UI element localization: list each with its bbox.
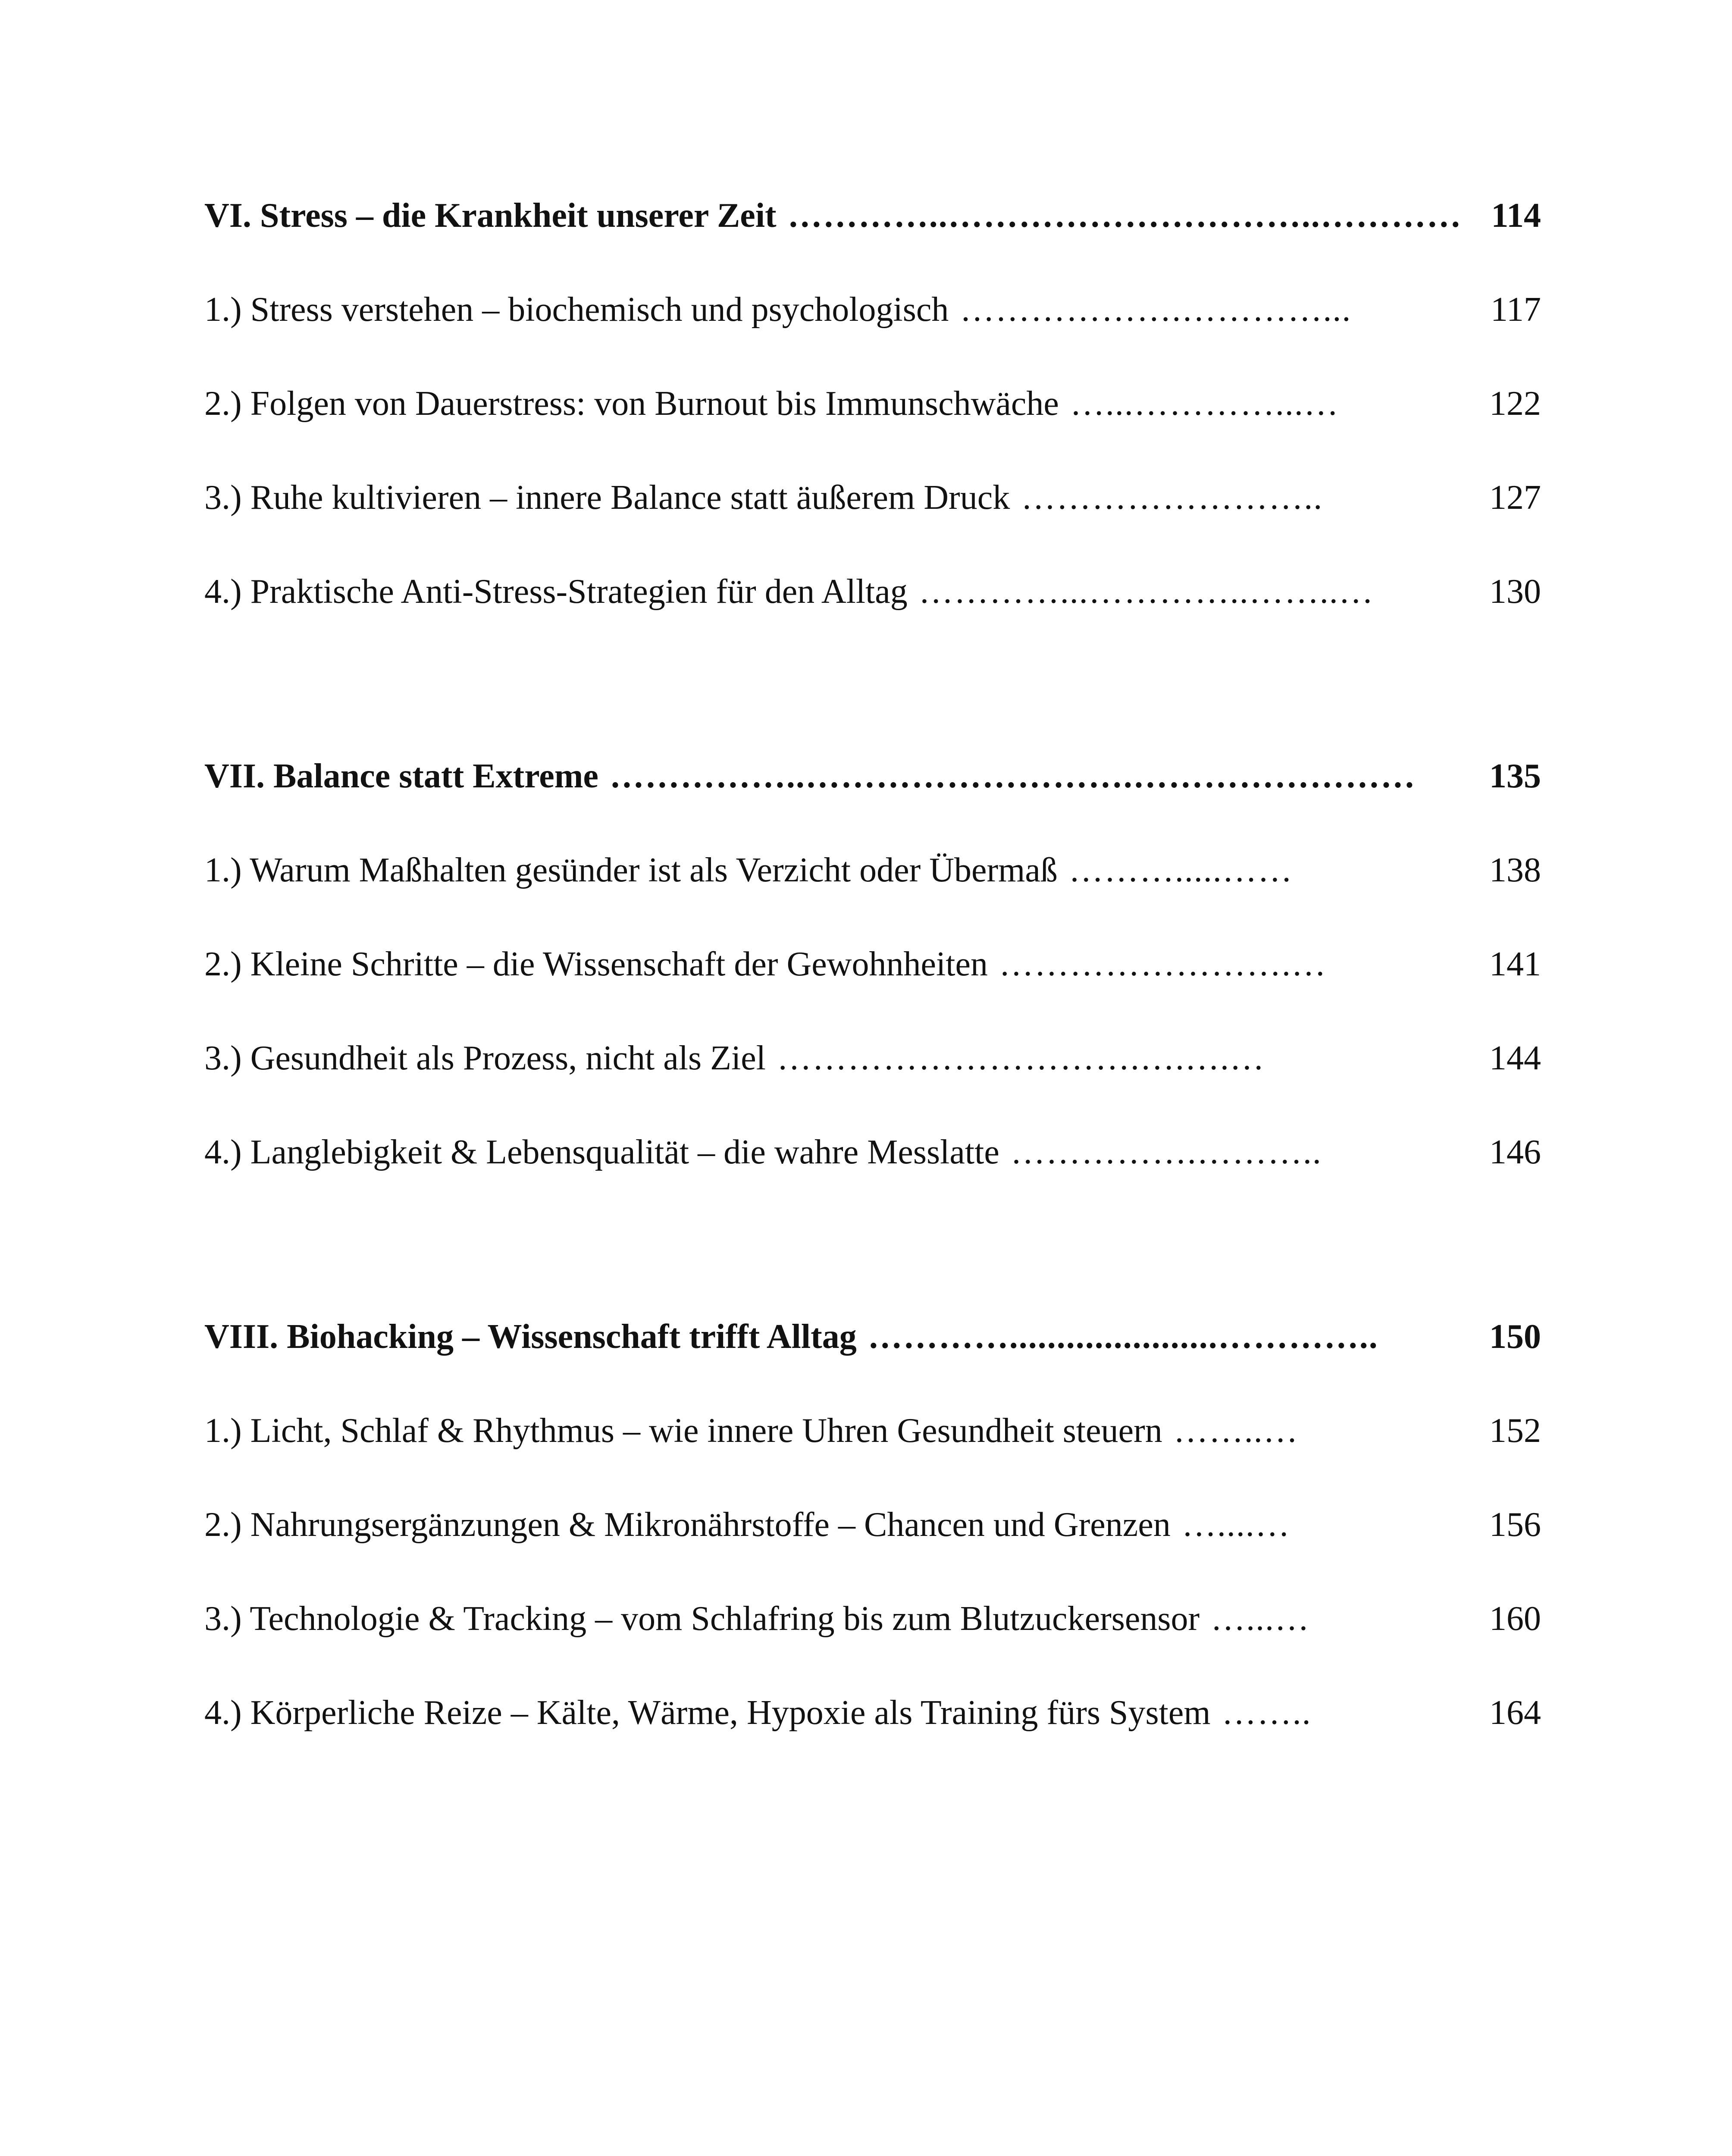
toc-page-number: 114	[1491, 197, 1541, 235]
toc-subentry	[204, 386, 1541, 480]
toc-entry-title: 1.) Stress verstehen – biochemisch und psychologisch	[204, 291, 949, 329]
toc-dot-leader: ……….....……	[1068, 853, 1293, 887]
toc-entry-title: 3.) Technologie & Tracking – vom Schlafring bis zum Blutzuckersensor	[204, 1600, 1200, 1638]
toc-entry-title: 3.) Gesundheit als Prozess, nicht als Ziel	[204, 1039, 766, 1077]
toc-page-number: 127	[1489, 479, 1541, 517]
toc-subentry	[204, 1041, 1541, 1135]
toc-subentry	[204, 1601, 1541, 1695]
toc-page-number: 122	[1489, 385, 1541, 423]
toc-dot-leader: ……..	[1221, 1695, 1312, 1730]
toc-chapter-heading	[204, 1319, 1541, 1413]
toc-entry-title: 2.) Nahrungsergänzungen & Mikronährstoffe – Chancen und Grenzen	[204, 1506, 1171, 1544]
toc-page-number: 156	[1489, 1506, 1541, 1544]
toc-page-number: 130	[1489, 573, 1541, 611]
toc-dot-leader: …………..…………………………..…………	[787, 198, 1462, 233]
toc-subentry	[204, 1695, 1541, 1789]
toc-chapter-heading	[204, 198, 1541, 292]
toc-page-number: 160	[1489, 1600, 1541, 1638]
toc-dot-leader: …....…	[1181, 1507, 1290, 1542]
toc-chapter-heading	[204, 759, 1541, 853]
toc-subentry	[204, 1135, 1541, 1229]
toc-dot-leader: …………......................…………..	[868, 1319, 1378, 1354]
toc-section-vi	[204, 198, 1541, 668]
toc-entry-title: 2.) Folgen von Dauerstress: von Burnout bis Immunschwäche	[204, 385, 1059, 423]
table-of-contents	[204, 198, 1541, 1789]
toc-page-number: 144	[1489, 1039, 1541, 1077]
toc-subentry	[204, 480, 1541, 574]
toc-entry-title: 1.) Warum Maßhalten gesünder ist als Verzicht oder Übermaß	[204, 851, 1058, 889]
toc-page-number: 152	[1489, 1412, 1541, 1450]
toc-page-number: 164	[1489, 1694, 1541, 1732]
toc-dot-leader: …...…………...…	[1070, 386, 1339, 421]
toc-dot-leader: …………….………..	[1010, 1135, 1322, 1169]
toc-entry-title: 1.) Licht, Schlaf & Rhythmus – wie innere Uhren Gesundheit steuern	[204, 1412, 1162, 1450]
toc-dot-leader: …...…	[1211, 1601, 1310, 1636]
toc-subentry	[204, 853, 1541, 947]
toc-section-vii	[204, 759, 1541, 1229]
toc-section-viii	[204, 1319, 1541, 1789]
toc-entry-title: 4.) Körperliche Reize – Kälte, Wärme, Hypoxie als Training fürs System	[204, 1694, 1211, 1732]
toc-dot-leader: ……………………..	[1021, 480, 1323, 515]
toc-entry-title: 2.) Kleine Schritte – die Wissenschaft der Gewohnheiten	[204, 945, 988, 983]
toc-page-number: 135	[1489, 757, 1541, 795]
toc-page-number: 150	[1489, 1318, 1541, 1356]
toc-entry-title: VIII. Biohacking – Wissenschaft trifft Alltag	[204, 1318, 857, 1356]
toc-page-number: 117	[1490, 291, 1541, 329]
toc-entry-title: VI. Stress – die Krankheit unserer Zeit	[204, 197, 777, 235]
toc-dot-leader: …………………….…	[999, 947, 1327, 981]
toc-page-number: 138	[1489, 851, 1541, 889]
toc-dot-leader: …………...…………..……..…	[918, 574, 1374, 609]
toc-subentry	[204, 1507, 1541, 1601]
toc-dot-leader: ……..…	[1173, 1413, 1299, 1448]
toc-entry-title: 4.) Langlebigkeit & Lebensqualität – die wahre Messlatte	[204, 1133, 999, 1171]
toc-subentry	[204, 574, 1541, 668]
toc-entry-title: VII. Balance statt Extreme	[204, 757, 598, 795]
toc-dot-leader: ……………..……………………….……………………	[609, 759, 1416, 793]
toc-entry-title: 4.) Praktische Anti-Stress-Strategien für den Alltag	[204, 573, 908, 611]
toc-subentry	[204, 1413, 1541, 1507]
toc-subentry	[204, 292, 1541, 386]
toc-subentry	[204, 947, 1541, 1041]
toc-dot-leader: ………………………….….….…	[777, 1041, 1265, 1075]
toc-page-number: 141	[1489, 945, 1541, 983]
toc-dot-leader: ……………….…………...	[960, 292, 1352, 327]
toc-page-number: 146	[1489, 1133, 1541, 1171]
toc-entry-title: 3.) Ruhe kultivieren – innere Balance statt äußerem Druck	[204, 479, 1010, 517]
